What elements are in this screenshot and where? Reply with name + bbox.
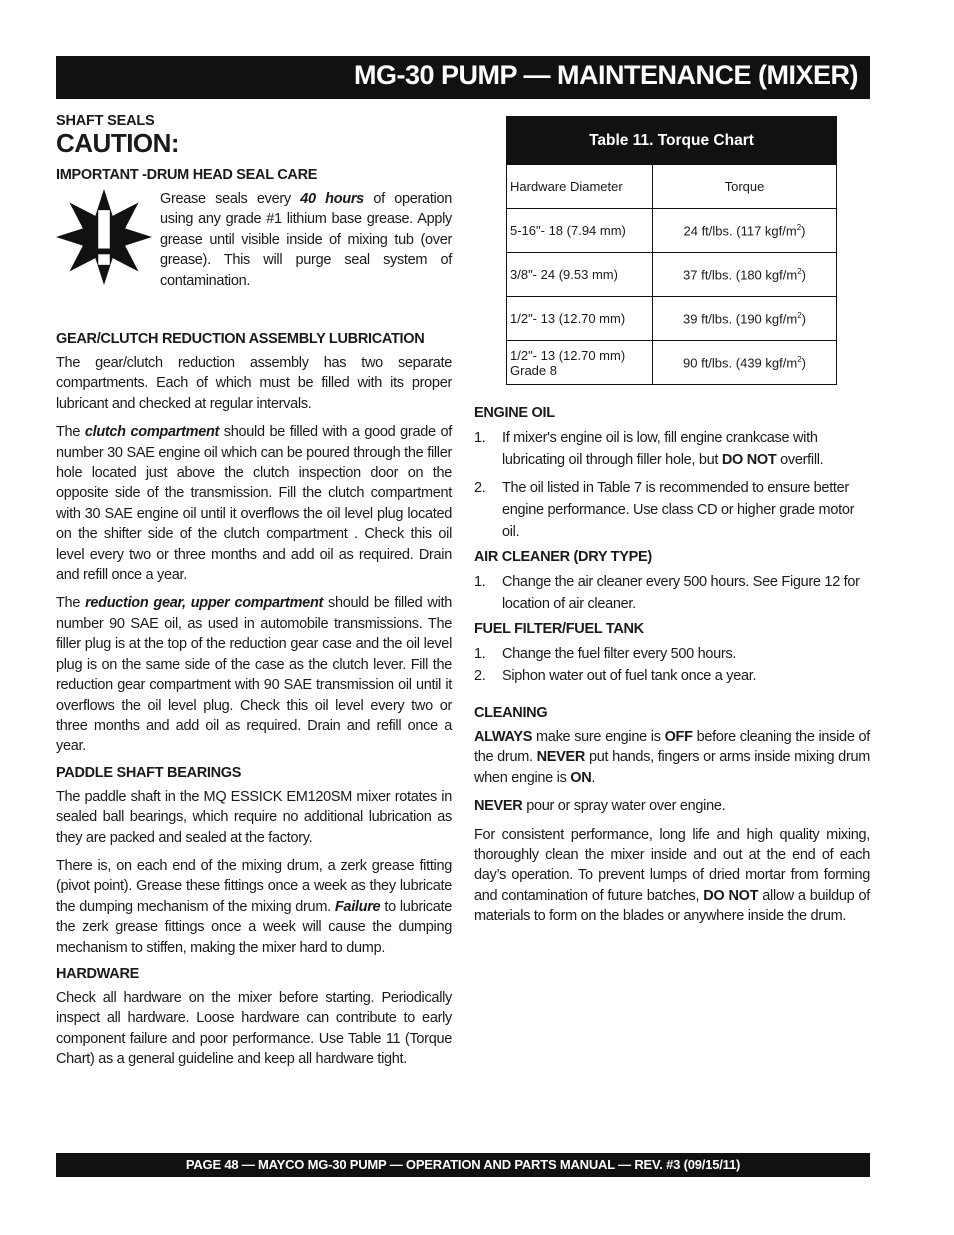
list-item <box>474 665 870 687</box>
cell-torque <box>653 341 837 385</box>
gear-p3-pre: The <box>56 595 86 612</box>
right-column <box>474 116 870 935</box>
list-number: 1. <box>474 430 486 446</box>
warning-starburst-icon <box>56 189 152 285</box>
warning-text-pre: Grease seals every <box>160 191 301 207</box>
table-row <box>507 341 837 385</box>
torque-close: ) <box>801 223 806 239</box>
paddle-p2-emph: Failure <box>334 898 381 915</box>
torque-value: 37 ft/lbs. (180 kgf/m <box>683 267 798 283</box>
text: pour or spray water over engine. <box>522 798 726 815</box>
table-title-row <box>507 117 837 165</box>
air-cleaner-list <box>474 571 870 615</box>
list-text: overfill. <box>776 452 824 468</box>
list-number: 2. <box>474 480 486 496</box>
list-text: The oil listed in Table 7 is recommended to ensure better engine performance. Use class CD or higher grade motor oil. <box>502 480 855 540</box>
torque-close: ) <box>801 267 806 283</box>
torque-sup: 2 <box>796 222 802 232</box>
gear-p2-emph: clutch compartment <box>84 424 220 441</box>
list-number: 1. <box>474 646 486 662</box>
diameter-line-2: Grade 8 <box>510 362 557 378</box>
engine-oil-heading: ENGINE OIL <box>474 405 555 421</box>
text: For consistent performance, long life and high quality mixing, thoroughly clean the mixer inside and out at the end of each day’s operation. To prevent lumps of dried mortar from forming and contamination of future batches, <box>474 826 870 904</box>
list-text: Change the fuel filter every 500 hours. <box>502 646 737 662</box>
table-row <box>507 253 837 297</box>
list-text: If mixer's engine oil is low, fill engine crankcase with lubricating oil through filler hole, but <box>502 430 818 468</box>
torque-value: 90 ft/lbs. (439 kgf/m <box>683 355 798 371</box>
list-number: 2. <box>474 668 486 684</box>
cell-diameter: 1/2"- 13 (12.70 mm) <box>507 297 653 341</box>
cleaning-paragraph-3 <box>474 825 870 927</box>
caution-heading: CAUTION: <box>56 128 180 158</box>
cleaning-heading: CLEANING <box>474 705 548 721</box>
gear-paragraph-1: The gear/clutch reduction assembly has two separate compartments. Each of which must be filled with its proper lubricant and checked at regular intervals. <box>56 355 452 412</box>
cell-diameter: 3/8"- 24 (9.53 mm) <box>507 253 653 297</box>
engine-oil-list <box>474 427 870 543</box>
bold-text: NEVER <box>536 749 586 766</box>
list-item <box>474 427 870 471</box>
paddle-p2-post: to lubricate the zerk grease fittings once a week will cause the dumping mechanism to stiffen, making the mixer hard to dump. <box>56 898 452 956</box>
torque-close: ) <box>801 311 806 327</box>
fuel-list <box>474 643 870 687</box>
gear-p2-pre: The <box>56 424 85 441</box>
gear-heading: GEAR/CLUTCH REDUCTION ASSEMBLY LUBRICATION <box>56 331 425 347</box>
list-text-bold: DO NOT <box>721 452 777 468</box>
paddle-p2-pre: There is, on each end of the mixing drum, a zerk grease fitting (pivot point). Grease these fittings once a week as they lubricate the dumping mechanism of the mixing drum. <box>56 857 452 915</box>
drum-head-heading: IMPORTANT -DRUM HEAD SEAL CARE <box>56 167 318 183</box>
footer-text: PAGE 48 — MAYCO MG-30 PUMP — OPERATION AND PARTS MANUAL — REV. #3 (09/15/11) <box>185 1157 741 1172</box>
torque-close: ) <box>801 355 806 371</box>
bold-text: DO NOT <box>703 887 759 904</box>
list-item <box>474 477 870 543</box>
text: make sure engine is <box>532 729 665 745</box>
warning-text <box>160 189 452 291</box>
gear-paragraph-3 <box>56 593 452 756</box>
list-item <box>474 643 870 665</box>
table-row <box>507 297 837 341</box>
air-cleaner-heading: AIR CLEANER (DRY TYPE) <box>474 549 652 565</box>
column-header-diameter: Hardware Diameter <box>507 165 653 209</box>
gear-p3-emph: reduction gear, upper compartment <box>85 595 324 612</box>
text: before cleaning the inside of the drum. <box>474 729 870 766</box>
list-number: 1. <box>474 574 486 590</box>
cell-diameter <box>507 341 653 385</box>
fuel-heading: FUEL FILTER/FUEL TANK <box>474 621 644 637</box>
cell-diameter: 5-16"- 18 (7.94 mm) <box>507 209 653 253</box>
torque-sup: 2 <box>797 266 802 276</box>
column-header-torque: Torque <box>653 165 837 209</box>
cell-torque <box>653 209 837 253</box>
table-row <box>507 209 837 253</box>
text: put hands, fingers or arms inside mixing drum when engine is <box>474 749 871 786</box>
gear-p2-post: should be filled with a good grade of number 30 SAE engine oil which can be poured through the filler hole located just above the clutch inspection door on the opposite side of the transmission. Fill the clutch compartment with 30 SAE engine oil until it overflows the oil level plug located on the shifter side of the clutch compartment . Check this oil level every two or three months and add oil as required. Drain and refill once a year. <box>56 424 452 584</box>
list-text: Siphon water out of fuel tank once a year. <box>502 668 757 684</box>
gear-paragraph-2 <box>56 422 452 585</box>
page-header-bar <box>56 56 870 99</box>
warning-block <box>56 189 452 317</box>
section-label-shaft-seals: SHAFT SEALS <box>56 113 155 129</box>
table-header-row <box>507 165 837 209</box>
text: allow a buildup of materials to form on the blades or anywhere inside the drum. <box>474 887 870 925</box>
cleaning-paragraph-1 <box>474 727 870 788</box>
bold-text: ALWAYS <box>474 729 533 745</box>
paddle-paragraph-1: The paddle shaft in the MQ ESSICK EM120SM mixer rotates in sealed ball bearings, which require no additional lubrication as they are packed and sealed at the factory. <box>56 788 452 846</box>
list-item <box>474 571 870 615</box>
hardware-heading: HARDWARE <box>56 965 139 982</box>
cell-torque <box>653 253 837 297</box>
torque-sup: 2 <box>797 310 802 320</box>
torque-value: 39 ft/lbs. (190 kgf/m <box>683 311 798 327</box>
page-title: MG-30 PUMP — MAINTENANCE (MIXER) <box>353 60 858 90</box>
torque-sup: 2 <box>797 354 802 364</box>
paddle-heading: PADDLE SHAFT BEARINGS <box>56 764 242 781</box>
bold-text: NEVER <box>474 798 523 815</box>
bold-text: OFF <box>664 729 693 745</box>
table-title: Table 11. Torque Chart <box>507 117 837 165</box>
paddle-paragraph-2 <box>56 856 452 958</box>
cell-torque <box>653 297 837 341</box>
diameter-line-1: 1/2"- 13 (12.70 mm) <box>510 347 626 363</box>
left-column <box>56 113 452 1078</box>
torque-chart-table <box>506 116 837 385</box>
bold-text: ON <box>570 769 592 786</box>
torque-value: 24 ft/lbs. (117 kgf/m <box>683 223 797 239</box>
page-footer-bar <box>56 1153 870 1177</box>
hardware-paragraph: Check all hardware on the mixer before starting. Periodically inspect all hardware. Loose hardware can contribute to early component failure and poor performance. Use Table 11 (Torque Chart) as a general guideline and keep all hardware tight. <box>56 989 452 1068</box>
cleaning-paragraph-2 <box>474 796 870 816</box>
warning-text-post: of operation using any grade #1 lithium base grease. Apply grease until visible inside of mixing tub (over grease). This will purge seal system of contamination. <box>160 191 452 289</box>
warning-text-emph: 40 hours <box>300 191 364 207</box>
text: . <box>591 769 596 786</box>
gear-p3-post: should be filled with number 90 SAE oil, as used in automobile transmissions. The filler plug is at the top of the reduction gear case and the oil level plug is on the same side of the case as the clutch lever. Fill the reduction gear compartment with 90 SAE transmission oil until it overflows the oil level plug. Check this oil level every two or three months and add oil as required. Drain and refill once a year. <box>56 595 452 755</box>
list-text: Change the air cleaner every 500 hours. See Figure 12 for location of air cleaner. <box>502 574 860 612</box>
